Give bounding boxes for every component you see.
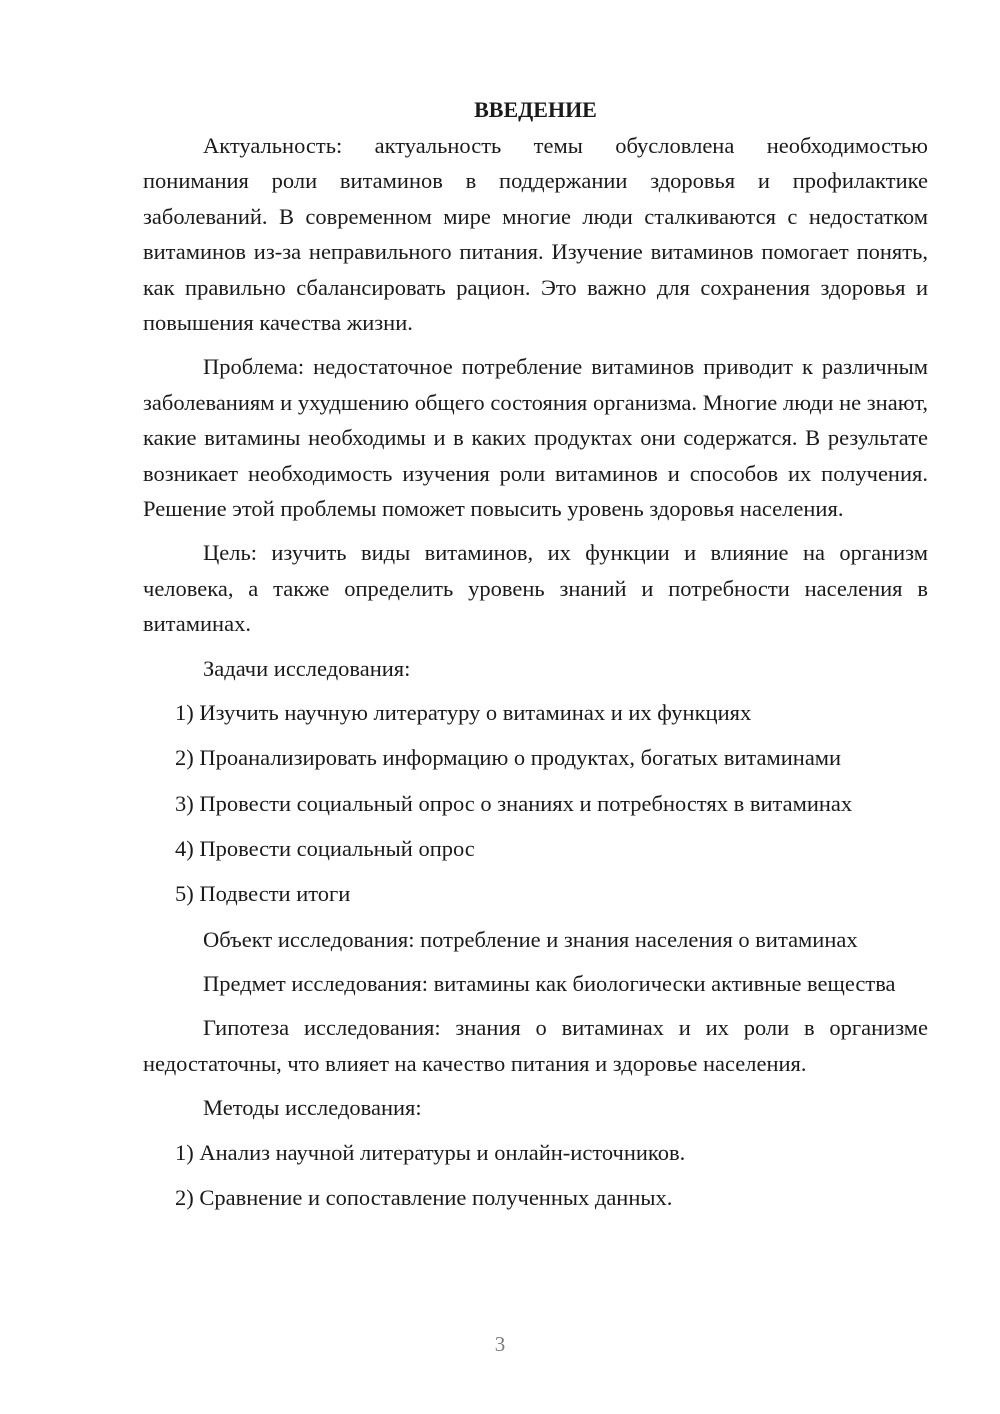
task-item-1: 1) Изучить научную литературу о витаминах и их функциях xyxy=(175,700,752,726)
document-page xyxy=(143,92,928,1225)
goal-paragraph: Цель: изучить виды витаминов, их функции и влияние на организм человека, а также определить уровень знаний и потребности населения в витаминах. xyxy=(143,540,928,637)
methods-heading: Методы исследования: xyxy=(203,1095,422,1121)
method-item-2: 2) Сравнение и сопоставление полученных данных. xyxy=(175,1184,673,1210)
object-paragraph: Объект исследования: потребление и знания населения о витаминах xyxy=(203,926,858,952)
section-title: ВВЕДЕНИЕ xyxy=(474,97,597,122)
hypothesis-paragraph: Гипотеза исследования: знания о витаминах и их роли в организме недостаточны, что влияет на качество питания и здоровье населения. xyxy=(143,1015,928,1076)
problem-paragraph: Проблема: недостаточное потребление витаминов приводит к различным заболеваниям и ухудшению общего состояния организма. Многие люди не знают, какие витамины необходимы и в каких продуктах они содержатся. В результате возникает необходимость изучения роли витаминов и способов их получения. Решение этой проблемы поможет повысить уровень здоровья населения. xyxy=(143,354,928,522)
task-item-5: 5) Подвести итоги xyxy=(175,881,351,907)
relevance-paragraph: Актуальность: актуальность темы обусловлена необходимостью понимания роли витаминов в поддержании здоровья и профилактике заболеваний. В современном мире многие люди сталкиваются с недостатком витаминов из-за неправильного питания. Изучение витаминов помогает понять, как правильно сбалансировать рацион. Это важно для сохранения здоровья и повышения качества жизни. xyxy=(143,133,928,336)
method-item-1: 1) Анализ научной литературы и онлайн-источников. xyxy=(175,1139,686,1165)
task-item-4: 4) Провести социальный опрос xyxy=(175,835,475,861)
task-item-2: 2) Проанализировать информацию о продуктах, богатых витаминами xyxy=(175,745,842,771)
subject-paragraph: Предмет исследования: витамины как биологически активные вещества xyxy=(203,970,896,996)
page-number: 3 xyxy=(494,1332,506,1356)
task-item-3: 3) Провести социальный опрос о знаниях и потребностях в витаминах xyxy=(175,790,853,816)
tasks-heading: Задачи исследования: xyxy=(203,655,411,681)
